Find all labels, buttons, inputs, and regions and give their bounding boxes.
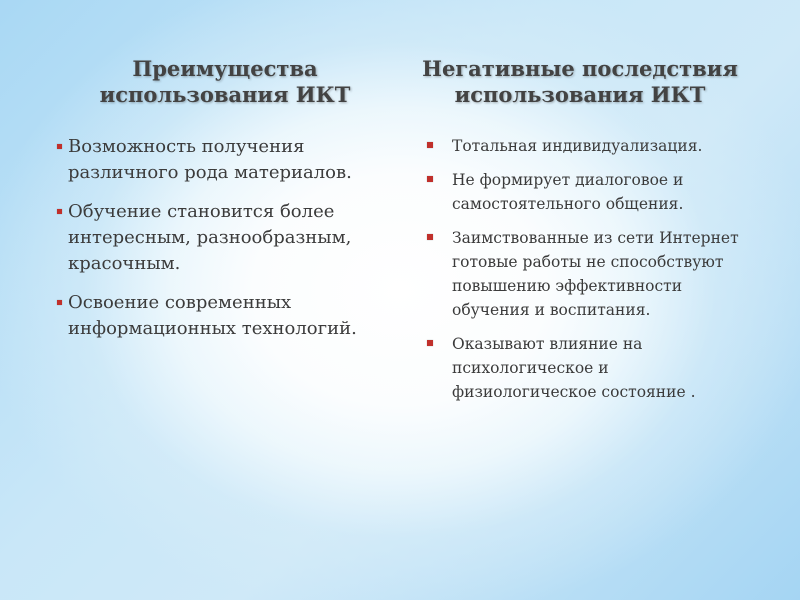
list-item-text: Обучение становится более интересным, разнообразным, красочным. bbox=[68, 201, 352, 274]
negative-effects-heading-line2: использования ИКТ bbox=[454, 82, 706, 107]
advantages-heading-line1: Преимущества bbox=[132, 56, 318, 81]
list-item-text: Не формирует диалоговое и самостоятельного общения. bbox=[452, 171, 684, 213]
list-item bbox=[426, 134, 756, 158]
list-item bbox=[426, 332, 756, 404]
red-square-bullet-icon bbox=[427, 142, 433, 148]
list-item-text: Возможность получения различного рода материалов. bbox=[68, 136, 352, 183]
advantages-heading bbox=[60, 56, 390, 108]
negative-effects-heading bbox=[410, 56, 750, 108]
list-item bbox=[426, 226, 756, 322]
red-square-bullet-icon bbox=[57, 144, 62, 149]
red-square-bullet-icon bbox=[427, 234, 433, 240]
red-square-bullet-icon bbox=[427, 176, 433, 182]
list-item-text: Освоение современных информационных технологий. bbox=[68, 292, 357, 339]
red-square-bullet-icon bbox=[57, 300, 62, 305]
list-item bbox=[56, 290, 406, 342]
list-item bbox=[56, 199, 406, 277]
list-item-text: Тотальная индивидуализация. bbox=[452, 137, 703, 155]
red-square-bullet-icon bbox=[427, 340, 433, 346]
negative-effects-list bbox=[426, 134, 756, 414]
list-item bbox=[426, 168, 756, 216]
red-square-bullet-icon bbox=[57, 209, 62, 214]
advantages-heading-line2: использования ИКТ bbox=[99, 82, 351, 107]
list-item-text: Оказывают влияние на психологическое и физиологическое состояние . bbox=[452, 335, 696, 401]
list-item-text: Заимствованные из сети Интернет готовые работы не способствуют повышению эффективности обучения и воспитания. bbox=[452, 229, 739, 319]
list-item bbox=[56, 134, 406, 186]
advantages-list bbox=[56, 134, 406, 355]
negative-effects-heading-line1: Негативные последствия bbox=[422, 56, 738, 81]
